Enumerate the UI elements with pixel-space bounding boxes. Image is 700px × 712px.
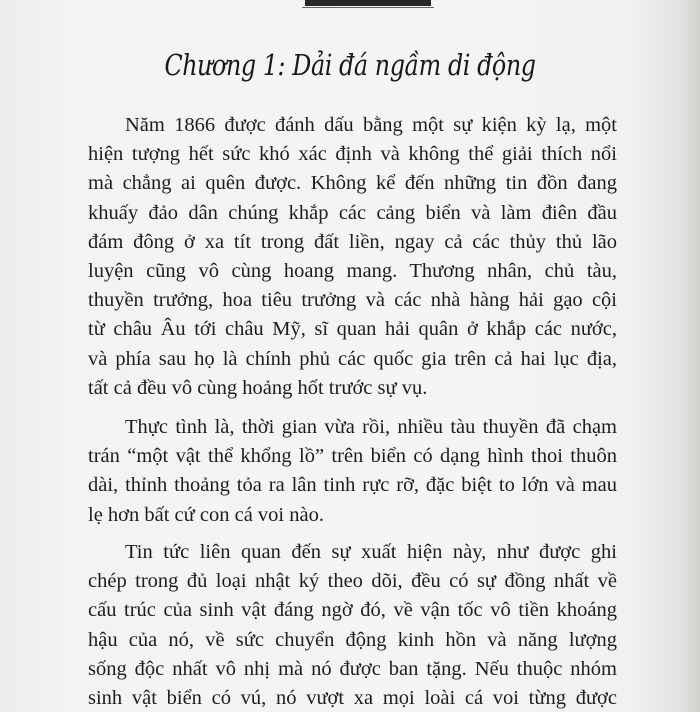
text-line: sinh vật biển có vú, nó vượt xa mọi loài cá voi từng được (88, 687, 617, 709)
text-line: thuyền trưởng, hoa tiêu trưởng và các nhà hàng hải gạo cội (88, 289, 617, 312)
text-line: hậu của nó, về sức chuyển động kinh hồn và năng lượng (88, 628, 617, 651)
text-line: mà chẳng ai quên được. Không kể đến những tin đồn đang (88, 172, 617, 195)
text-line: trán “một vật thể khổng lồ” trên biển có dạng hình thoi thuôn (88, 445, 617, 468)
text-line: luyện cũng vô cùng hoang mang. Thương nhân, chủ tàu, (88, 260, 617, 282)
text-line: và phía sau họ là chính phủ các quốc gia trên cả hai lục địa, (88, 347, 617, 370)
text-line: tất cả đều vô cùng hoảng hốt trước sự vụ. (88, 376, 428, 399)
text-line: Tin tức liên quan đến sự xuất hiện này, như được ghi (125, 541, 617, 563)
text-line: sống độc nhất vô nhị mà nó được ban tặng. Nếu thuộc nhóm (88, 657, 617, 680)
text-line: Thực tình là, thời gian vừa rồi, nhiều tàu thuyền đã chạm (125, 416, 617, 438)
text-line: đám đông ở xa tít trong đất liền, ngay cả các thủy thủ lão (88, 230, 617, 253)
heading-underline (302, 7, 434, 8)
text-line: dài, thỉnh thoảng tỏa ra lân tinh rực rỡ, đặc biệt to lớn và mau (88, 474, 617, 497)
text-line: từ châu Âu tới châu Mỹ, sĩ quan hải quân ở khắp các nước, (88, 318, 617, 341)
text-line: khuấy đảo dân chúng khắp các cảng biển và làm điên đầu (88, 201, 617, 224)
text-line: cấu trúc của sinh vật đáng ngờ đó, về vận tốc vô tiền khoáng (88, 599, 617, 622)
heading-fragment (305, 0, 431, 6)
text-line: lẹ hơn bất cứ con cá voi nào. (88, 503, 324, 526)
chapter-title: Chương 1: Dải đá ngầm di động (164, 48, 536, 82)
text-line: hiện tượng hết sức khó xác định và không thể giải thích nổi (88, 143, 617, 166)
text-line: chép trong đủ loại nhật ký theo dõi, đều có sự đồng nhất về (88, 570, 617, 593)
text-line: Năm 1866 được đánh dấu bằng một sự kiện kỳ lạ, một (125, 114, 617, 136)
